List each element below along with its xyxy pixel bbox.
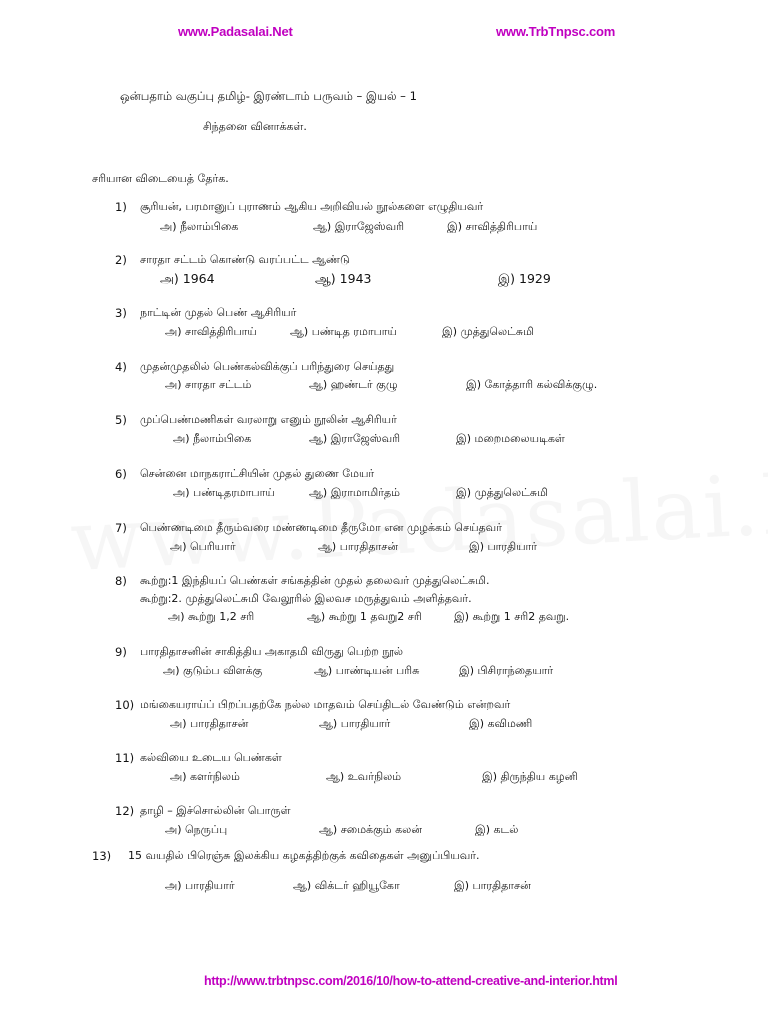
option-b: ஆ) 1943 [315, 271, 372, 286]
option-b: ஆ) பாரதியார் [319, 717, 391, 730]
option-b: ஆ) இராமாமிர்தம் [309, 486, 401, 499]
option-a: அ) நீலாம்பிகை [160, 220, 239, 233]
option-a: அ) 1964 [160, 271, 215, 286]
option-b: ஆ) கூற்று 1 தவறு2 சரி [307, 610, 422, 623]
option-a: அ) களர்நிலம் [170, 770, 240, 783]
question-text: முப்பெண்மணிகள் வரலாறு எனும் நூலின் ஆசிரியர் [140, 413, 397, 426]
option-c: இ) மறைமலையடிகள் [456, 432, 565, 445]
option-a: அ) சாவித்திரிபாய் [165, 325, 257, 338]
option-c: இ) கடல் [475, 823, 519, 836]
option-c: இ) சாவித்திரிபாய் [447, 220, 538, 233]
option-a: அ) பெரியார் [170, 540, 236, 553]
option-a: அ) பண்டிதரமாபாய் [173, 486, 275, 499]
option-b: ஆ) உவர்நிலம் [326, 770, 402, 783]
option-c: இ) 1929 [498, 271, 551, 286]
option-b: ஆ) சமைக்கும் கலன் [319, 823, 422, 836]
question-number: 12) [115, 804, 135, 818]
option-a: அ) சாரதா சட்டம் [165, 378, 252, 391]
question-text: மங்கையராய்ப் பிறப்பதற்கே நல்ல மாதவம் செய்திடல் வேண்டும் என்றவர் [140, 698, 511, 711]
question-text-2: கூற்று:2. முத்துலெட்சுமி வேலூரில் இலவச மருத்துவம் அளித்தவர். [140, 592, 472, 605]
option-a: அ) கூற்று 1,2 சரி [168, 610, 255, 623]
option-b: ஆ) பாரதிதாசன் [318, 540, 398, 553]
option-a: அ) நெருப்பு [165, 823, 228, 836]
question-text: சூரியன், பரமானுப் புராணம் ஆகிய அறிவியல் நூல்களை எழுதியவர் [140, 200, 484, 213]
padasalai-link[interactable]: www.Padasalai.Net [178, 24, 293, 39]
question-text: கல்வியை உடைய பெண்கள் [140, 751, 282, 764]
question-text: நாட்டின் முதல் பெண் ஆசிரியர் [140, 306, 297, 319]
question-text: 15 வயதில் பிரெஞ்சு இலக்கிய கழகத்திற்குக் கவிதைகள் அனுப்பியவர். [128, 849, 480, 862]
question-text: பெண்ணடிமை தீரும்வரை மண்ணடிமை தீருமோ என முழக்கம் செய்தவர் [140, 521, 502, 534]
option-a: அ) நீலாம்பிகை [173, 432, 252, 445]
option-c: இ) பாரதியார் [469, 540, 538, 553]
option-b: ஆ) பண்டித ரமாபாய் [290, 325, 397, 338]
option-b: ஆ) இராஜேஸ்வரி [309, 432, 401, 445]
question-number: 2) [115, 253, 127, 267]
option-c: இ) கூற்று 1 சரி2 தவறு. [454, 610, 570, 623]
option-c: இ) முத்துலெட்சுமி [456, 486, 548, 499]
question-number: 4) [115, 360, 127, 374]
option-c: இ) முத்துலெட்சுமி [442, 325, 534, 338]
question-number: 1) [115, 200, 127, 214]
option-b: ஆ) பாண்டியன் பரிசு [314, 664, 420, 677]
question-text: முதன்முதலில் பெண்கல்விக்குப் பரிந்துரை செய்தது [140, 360, 395, 373]
option-c: இ) கோத்தாரி கல்விக்குழு. [466, 378, 598, 391]
option-a: அ) பாரதியார் [165, 879, 235, 892]
question-text: கூற்று:1 இந்தியப் பெண்கள் சங்கத்தின் முதல் தலைவர் முத்துலெட்சுமி. [140, 574, 490, 587]
trbtnpsc-link[interactable]: www.TrbTnpsc.com [496, 24, 616, 39]
option-b: ஆ) ஹண்டர் குழு [309, 378, 398, 391]
question-number: 11) [115, 751, 135, 765]
option-a: அ) குடும்ப விளக்கு [163, 664, 263, 677]
option-b: ஆ) விக்டர் ஹியூகோ [293, 879, 400, 892]
option-c: இ) பிசிராந்தையார் [459, 664, 554, 677]
question-number: 13) [92, 849, 112, 863]
option-c: இ) கவிமணி [469, 717, 533, 730]
option-b: ஆ) இராஜேஸ்வரி [313, 220, 405, 233]
question-number: 6) [115, 467, 127, 481]
page-subtitle: சிந்தனை வினாக்கள். [203, 120, 307, 133]
option-c: இ) பாரதிதாசன் [454, 879, 531, 892]
question-text: சாரதா சட்டம் கொண்டு வரப்பட்ட ஆண்டு [140, 253, 350, 266]
footer-link[interactable]: http://www.trbtnpsc.com/2016/10/how-to-attend-creative-and-interior.html [204, 974, 618, 988]
question-number: 9) [115, 645, 127, 659]
question-text: தாழி – இச்சொல்லின் பொருள் [140, 804, 291, 817]
option-a: அ) பாரதிதாசன் [170, 717, 249, 730]
question-number: 8) [115, 574, 127, 588]
question-text: பாரதிதாசனின் சாகித்திய அகாதமி விருது பெற்ற நூல் [140, 645, 404, 658]
instruction: சரியான விடையைத் தேர்க. [92, 172, 229, 185]
question-number: 3) [115, 306, 127, 320]
page-title: ஒன்பதாம் வகுப்பு தமிழ்- இரண்டாம் பருவம் – இயல் – 1 [120, 89, 417, 103]
option-c: இ) திருந்திய கழனி [482, 770, 578, 783]
question-number: 7) [115, 521, 127, 535]
question-number: 10) [115, 698, 135, 712]
question-number: 5) [115, 413, 127, 427]
question-text: சென்னை மாநகராட்சியின் முதல் துணை மேயர் [140, 467, 375, 480]
